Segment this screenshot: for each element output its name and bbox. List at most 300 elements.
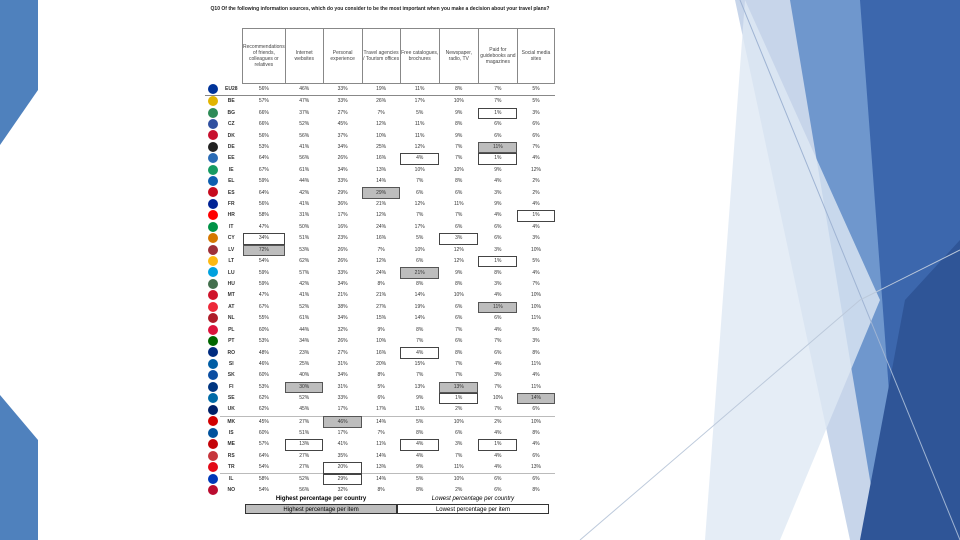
value-cell: 67% [258,303,269,310]
table-row [205,119,555,130]
country-flag-cell [205,279,220,290]
value-cell: 10% [453,292,464,299]
flag-icon [208,279,218,289]
value-cell: 8% [455,178,463,185]
value-cell: 5% [532,98,540,105]
value-cell: 6% [455,429,463,436]
value-cell: 25% [299,360,310,367]
value-cell: 26% [376,98,387,105]
value-cell: 12% [453,246,464,253]
value-cell: 58% [258,212,269,219]
value-cell: 1% [478,153,517,164]
value-cell: 7% [455,372,463,379]
country-code: TR [220,462,243,474]
table-row [205,359,555,370]
survey-document [205,4,555,516]
table-row [205,96,555,108]
country-code: CZ [227,121,235,128]
value-cell: 10% [414,166,425,173]
table-row [205,256,555,267]
value-cell: 3% [494,372,502,379]
value-cell: 7% [455,452,463,459]
value-cell: 45% [258,418,269,425]
value-cell: 64% [258,189,269,196]
country-flag-cell [205,474,220,486]
flag-icon [208,439,218,449]
value-cell: 12% [376,212,387,219]
value-cell: 33% [323,84,362,96]
value-cell: 6% [416,189,424,196]
country-code: FR [227,201,235,208]
value-cell: 35% [337,452,348,459]
value-cell: 66% [258,121,269,128]
value-cell: 8% [439,84,478,96]
value-cell: 38% [337,303,348,310]
table-row [205,165,555,176]
value-cell: 23% [337,235,348,242]
country-code: NL [227,315,235,322]
value-cell: 6% [455,315,463,322]
country-code: LV [228,246,235,253]
value-cell: 34% [337,372,348,379]
value-cell: 34% [337,166,348,173]
column-header: Travel agencies / Tourism offices [362,29,400,84]
legend [245,494,550,514]
country-flag-cell [205,451,220,462]
table-row [205,279,555,290]
country-flag-cell [205,256,220,267]
country-flag-cell [205,347,220,358]
value-cell: 27% [337,349,348,356]
value-cell: 8% [416,326,424,333]
value-cell: 37% [299,109,310,116]
value-cell: 51% [299,429,310,436]
flag-icon [208,393,218,403]
country-flag-cell [205,370,220,381]
table-row [205,267,555,278]
value-cell: 4% [494,360,502,367]
survey-table [205,28,555,497]
value-cell: 59% [258,178,269,185]
country-flag-cell [205,290,220,301]
value-cell: 57% [258,441,269,448]
country-code: PT [228,338,235,345]
country-code: SI [228,360,234,367]
table-row [205,176,555,187]
country-flag-cell [205,210,220,221]
flag-icon [208,245,218,255]
country-code: MK [227,418,236,425]
value-cell: 11% [531,360,541,367]
value-cell: 36% [337,201,348,208]
value-cell: 6% [455,223,463,230]
flag-icon [208,96,218,106]
value-cell: 45% [285,404,323,416]
flag-icon [208,153,218,163]
value-cell: 37% [337,132,348,139]
value-cell: 19% [362,84,400,96]
value-cell: 8% [532,349,540,356]
value-cell: 53% [258,143,269,150]
legend-row-bottom [245,504,550,514]
value-cell: 45% [337,121,348,128]
value-cell: 3% [494,246,502,253]
value-cell: 8% [377,281,385,287]
value-cell: 47% [258,223,269,230]
value-cell: 3% [532,235,540,242]
value-cell: 33% [337,269,348,276]
value-cell: 27% [376,303,387,310]
value-cell: 6% [494,476,502,483]
value-cell: 16% [376,155,387,162]
value-cell: 6% [416,258,424,265]
value-cell: 47% [258,292,269,299]
value-cell: 12% [453,258,464,265]
country-code: LU [227,269,235,276]
value-cell: 64% [258,155,269,162]
country-flag-cell [205,359,220,370]
country-code: FI [229,383,234,390]
flag-icon [208,405,218,415]
value-cell: 8% [416,281,424,287]
value-cell: 4% [400,153,439,164]
value-cell: 12% [376,258,387,265]
value-cell: 2% [455,487,463,494]
value-cell: 26% [337,338,348,345]
value-cell: 14% [414,315,425,322]
flag-icon [208,165,218,175]
table-row [205,210,555,221]
value-cell: 5% [532,258,540,265]
flag-icon [208,313,218,323]
flag-icon [208,428,218,438]
table-row [205,290,555,301]
column-header: Free catalogues, brochures [400,29,439,84]
value-cell: 17% [362,404,400,416]
country-code: IT [229,223,234,230]
value-cell: 7% [494,98,502,105]
country-flag-cell [205,199,220,210]
value-cell: 4% [478,462,517,474]
value-cell: 4% [532,223,540,230]
value-cell: 13% [439,382,478,393]
column-header: Recommendations of friends, colleagues or relatives [243,29,286,84]
value-cell: 26% [337,258,348,265]
value-cell: 11% [414,132,425,139]
country-flag-cell [205,233,220,244]
country-flag-cell [205,176,220,187]
value-cell: 7% [455,155,463,162]
country-flag-cell [205,222,220,233]
value-cell: 34% [299,338,310,345]
value-cell: 7% [377,246,385,253]
value-cell: 7% [494,338,502,345]
value-cell: 11% [453,201,464,208]
table-row [205,474,555,486]
value-cell: 34% [337,281,348,287]
value-cell: 7% [478,404,517,416]
value-cell: 9% [455,269,463,276]
value-cell: 52% [299,121,310,128]
value-cell: 59% [258,269,269,276]
value-cell: 48% [258,349,269,356]
flag-icon [208,267,218,277]
value-cell: 7% [377,109,385,116]
value-cell: 58% [258,476,269,483]
value-cell: 7% [455,143,463,150]
flag-icon [208,84,218,94]
value-cell: 6% [494,235,502,242]
table-row [205,142,555,153]
value-cell: 10% [453,418,464,425]
value-cell: 7% [416,372,424,379]
value-cell: 52% [299,303,310,310]
value-cell: 59% [258,281,269,287]
country-flag-cell [205,153,220,164]
value-cell: 62% [299,258,310,265]
value-cell: 66% [258,109,269,116]
country-flag-cell [205,336,220,347]
value-cell: 14% [376,418,387,425]
value-cell: 21% [376,292,387,299]
value-cell: 29% [323,474,362,486]
flag-icon [208,119,218,129]
value-cell: 2% [532,189,540,196]
country-flag-cell [205,485,220,496]
value-cell: 6% [377,395,385,402]
value-cell: 4% [532,155,540,162]
value-cell: 40% [299,372,310,379]
value-cell: 10% [376,338,387,345]
value-cell: 4% [400,439,439,450]
value-cell: 51% [299,235,310,242]
value-cell: 62% [258,395,269,402]
country-code: CY [227,235,235,242]
country-code: HR [227,212,235,219]
value-cell: 4% [532,372,540,379]
value-cell: 8% [416,487,424,494]
value-cell: 14% [517,393,554,404]
column-header: Newspaper, radio, TV [439,29,478,84]
value-cell: 4% [494,212,502,219]
flag-icon [208,108,218,118]
country-code: NO [227,487,235,494]
value-cell: 56% [299,487,310,494]
country-flag-cell [205,325,220,336]
value-cell: 27% [299,418,310,425]
value-cell: 56% [243,84,286,96]
value-cell: 24% [376,223,387,230]
value-cell: 16% [376,349,387,356]
value-cell: 50% [299,223,310,230]
country-code: RS [227,452,235,459]
column-header: Internet websites [285,29,323,84]
value-cell: 16% [337,223,348,230]
value-cell: 11% [478,302,517,313]
country-flag-cell [205,96,220,108]
value-cell: 2% [532,178,540,185]
value-cell: 9% [494,166,502,173]
value-cell: 9% [494,201,502,208]
value-cell: 41% [299,201,310,208]
value-cell: 7% [455,360,463,367]
flag-icon [208,256,218,266]
country-flag-cell [205,130,220,141]
table-row [205,451,555,462]
value-cell: 60% [258,429,269,436]
value-cell: 11% [400,404,439,416]
value-cell: 11% [531,383,541,390]
flag-icon [208,233,218,243]
value-cell: 1% [517,210,554,221]
value-cell: 6% [494,132,502,139]
value-cell: 12% [414,143,425,150]
value-cell: 25% [376,143,387,150]
value-cell: 54% [258,487,269,494]
column-header: Paid for guidebooks and magazines [478,29,517,84]
value-cell: 3% [532,338,540,345]
value-cell: 32% [337,326,348,333]
value-cell: 34% [337,315,348,322]
value-cell: 15% [376,315,387,322]
value-cell: 4% [494,292,502,299]
value-cell: 11% [414,121,425,128]
value-cell: 6% [494,349,502,356]
value-cell: 6% [532,132,540,139]
legend-lowest-item: Lowest percentage per item [397,504,549,514]
value-cell: 57% [299,269,310,276]
column-header: Personal experience [323,29,362,84]
table-row [205,187,555,198]
value-cell: 12% [414,201,425,208]
country-flag-cell [205,393,220,404]
value-cell: 19% [414,303,425,310]
value-cell: 5% [416,109,424,116]
table-row [205,233,555,244]
country-flag-cell [205,245,220,256]
value-cell: 9% [416,395,424,402]
value-cell: 16% [376,235,387,242]
value-cell: 47% [299,98,310,105]
country-flag-cell [205,302,220,313]
value-cell: 53% [299,246,310,253]
country-code: IL [229,476,234,483]
value-cell: 6% [455,189,463,196]
value-cell: 62% [243,404,286,416]
value-cell: 56% [299,132,310,139]
value-cell: 6% [532,121,540,128]
value-cell: 33% [337,395,348,402]
table-row [205,325,555,336]
flag-icon [208,187,218,197]
table-row [205,416,555,428]
table-row [205,302,555,313]
flag-icon [208,347,218,357]
value-cell: 61% [299,315,310,322]
value-cell: 2% [494,418,502,425]
value-cell: 7% [532,281,540,287]
value-cell: 8% [416,429,424,436]
country-flag-cell [205,187,220,198]
table-row [205,222,555,233]
country-code: UK [220,404,243,416]
value-cell: 24% [376,269,387,276]
table-row [205,370,555,381]
value-cell: 31% [337,383,348,390]
value-cell: 44% [299,178,310,185]
value-cell: 4% [532,441,540,448]
value-cell: 4% [494,452,502,459]
value-cell: 10% [530,418,541,425]
value-cell: 31% [299,212,310,219]
value-cell: 8% [455,281,463,287]
value-cell: 31% [337,360,348,367]
value-cell: 52% [299,395,310,402]
value-cell: 17% [323,404,362,416]
value-cell: 6% [455,338,463,345]
country-flag-cell [205,165,220,176]
country-code: SK [227,372,235,379]
value-cell: 11% [531,315,541,322]
value-cell: 67% [258,166,269,173]
value-cell: 57% [258,98,269,105]
value-cell: 17% [337,212,348,219]
value-cell: 9% [377,326,385,333]
value-cell: 56% [299,155,310,162]
value-cell: 5% [517,84,554,96]
flag-icon [208,462,218,472]
country-code: EL [228,178,235,185]
value-cell: 56% [258,132,269,139]
table-row [205,382,555,393]
value-cell: 64% [258,452,269,459]
table-row [205,313,555,324]
flag-icon [208,130,218,140]
value-cell: 30% [285,382,323,393]
value-cell: 5% [416,418,424,425]
flag-icon [208,485,218,495]
country-code: DK [227,132,235,139]
value-cell: 8% [377,372,385,379]
value-cell: 1% [478,439,517,450]
value-cell: 41% [299,292,310,299]
table-row [205,153,555,164]
table-row [205,428,555,439]
flag-icon [208,199,218,209]
value-cell: 6% [494,315,502,322]
value-cell: 26% [337,246,348,253]
value-cell: 41% [299,143,310,150]
value-cell: 8% [377,487,385,494]
value-cell: 17% [337,429,348,436]
country-code: BE [227,98,235,105]
table-row [205,393,555,404]
legend-row-top [245,494,550,504]
table-row [205,130,555,141]
value-cell: 29% [362,187,400,198]
flag-icon [208,222,218,232]
value-cell: 21% [400,267,439,278]
legend-lowest-country: Lowest percentage per country [431,496,515,502]
left-accent-bar-top [0,0,38,145]
value-cell: 15% [414,360,425,367]
country-flag-cell [205,267,220,278]
flag-icon [208,142,218,152]
value-cell: 23% [299,349,310,356]
value-cell: 54% [258,258,269,265]
country-code: MT [227,292,235,299]
value-cell: 72% [243,245,286,256]
